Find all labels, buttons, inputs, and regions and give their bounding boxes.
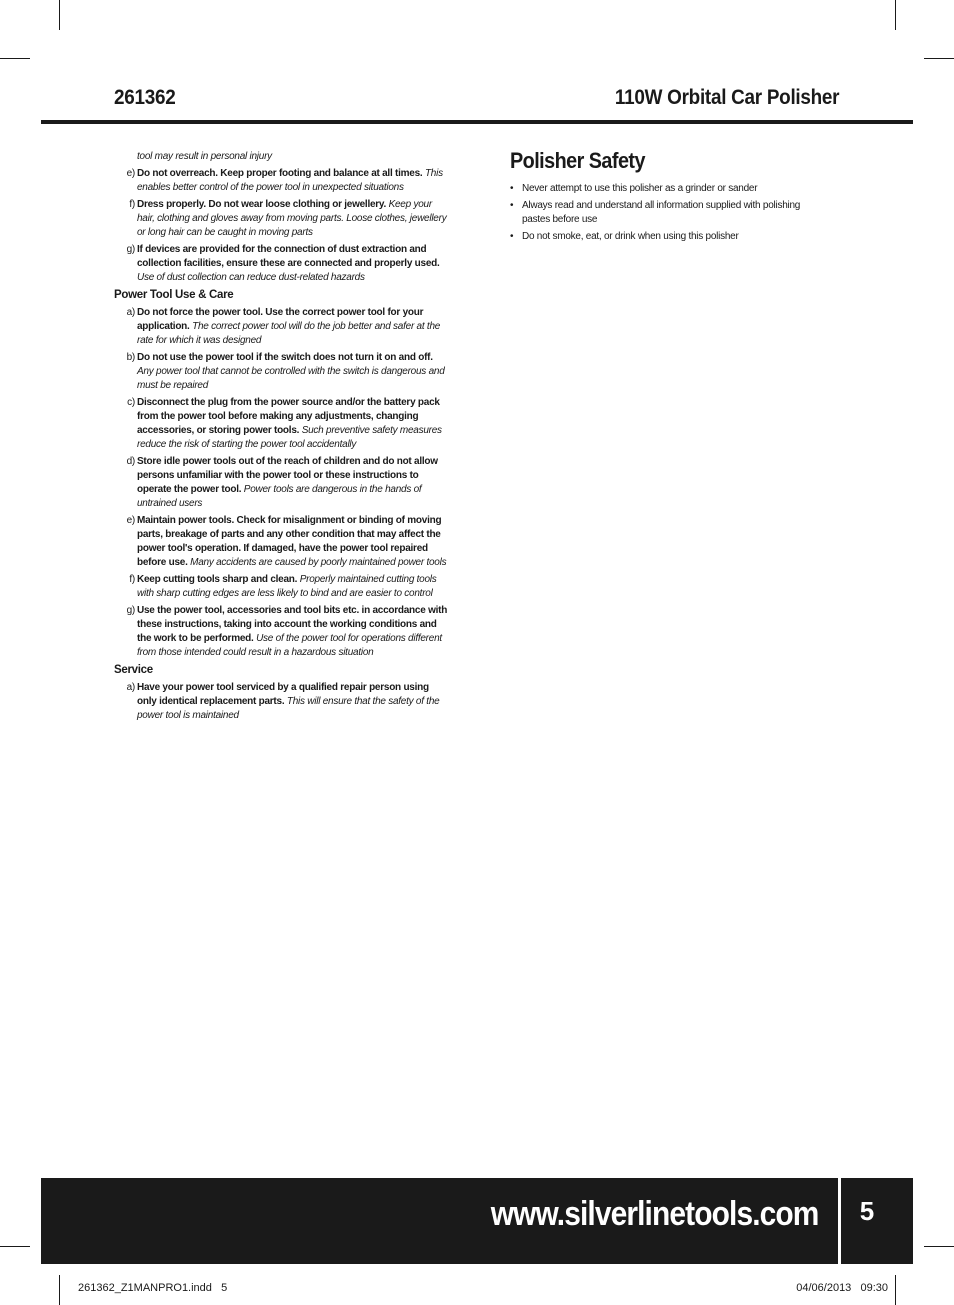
list-item: e) Maintain power tools. Check for misalignment or binding of moving parts, breakage of parts and any other condition that may affect the power tool's operation. If damaged, have the power tool repaired before use. Many accidents are caused by poorly maintained power tools	[126, 515, 447, 568]
crop-mark	[924, 1246, 954, 1247]
slug-file: 261362_Z1MANPRO1.indd 5	[78, 1282, 228, 1294]
header-rule	[41, 120, 913, 124]
bullet-icon: •	[510, 183, 514, 194]
crop-mark	[0, 1246, 30, 1247]
website-url[interactable]: www.silverlinetools.com	[491, 1195, 819, 1233]
list-item: g) Use the power tool, accessories and tool bits etc. in accordance with these instructions, taking into account the working conditions and the work to be performed. Use of the power tool for operations different from those intended could result in a hazardous situation	[126, 605, 448, 658]
left-column	[114, 150, 449, 726]
list-item: f) Dress properly. Do not wear loose clothing or jewellery. Keep your hair, clothing and gloves away from moving parts. Loose clothes, jewellery or long hair can be caught in moving parts	[129, 199, 447, 238]
bullet-icon: •	[510, 231, 514, 242]
page-number: 5	[859, 1196, 875, 1226]
list-item: g) If devices are provided for the connection of dust extraction and collection facilities, ensure these are connected and properly used. Use of dust collection can reduce dust-related hazards	[126, 244, 440, 283]
continuation-text: tool may result in personal injury	[137, 151, 272, 162]
list-item: • Never attempt to use this polisher as a grinder or sander	[510, 183, 758, 194]
product-title: 110W Orbital Car Polisher	[614, 86, 839, 109]
list-item: a) Have your power tool serviced by a qualified repair person using only identical replacement parts. This will ensure that the safety of the power tool is maintained	[126, 682, 440, 721]
crop-mark	[59, 1275, 60, 1305]
bullet-icon: •	[510, 200, 514, 211]
section-heading-service: Service	[114, 664, 153, 676]
section-heading-use-care: Power Tool Use & Care	[114, 289, 234, 301]
crop-mark	[59, 0, 60, 30]
list-item: c) Disconnect the plug from the power source and/or the battery pack from the power tool before making any adjustments, changing accessories, or storing power tools. Such preventive safety measures reduce the risk of starting the power tool accidentally	[127, 397, 442, 450]
section-heading-polisher-safety: Polisher Safety	[510, 148, 645, 173]
crop-mark	[895, 0, 896, 30]
list-item: e) Do not overreach. Keep proper footing and balance at all times. This enables better control of the power tool in unexpected situations	[126, 168, 443, 193]
list-item: d) Store idle power tools out of the reach of children and do not allow persons unfamiliar with the power tool or these instructions to operate the power tool. Power tools are dangerous in the hands of untrained users	[126, 456, 438, 509]
product-code: 261362	[114, 86, 176, 109]
crop-mark	[0, 58, 30, 59]
crop-mark	[895, 1275, 896, 1305]
list-item: • Always read and understand all information supplied with polishing pastes before use	[510, 200, 801, 225]
slug-date: 04/06/2013 09:30	[796, 1282, 888, 1294]
crop-mark	[924, 58, 954, 59]
list-item: f) Keep cutting tools sharp and clean. Properly maintained cutting tools with sharp cutting edges are less likely to bind and are easier to control	[129, 574, 437, 599]
right-column	[510, 148, 830, 247]
list-item: b) Do not use the power tool if the switch does not turn it on and off. Any power tool that cannot be controlled with the switch is dangerous and must be repaired	[126, 352, 445, 391]
list-item: a) Do not force the power tool. Use the correct power tool for your application. The correct power tool will do the job better and safer at the rate for which it was designed	[126, 307, 441, 346]
safety-bullet-list	[510, 182, 830, 244]
list-item: • Do not smoke, eat, or drink when using this polisher	[510, 231, 739, 242]
